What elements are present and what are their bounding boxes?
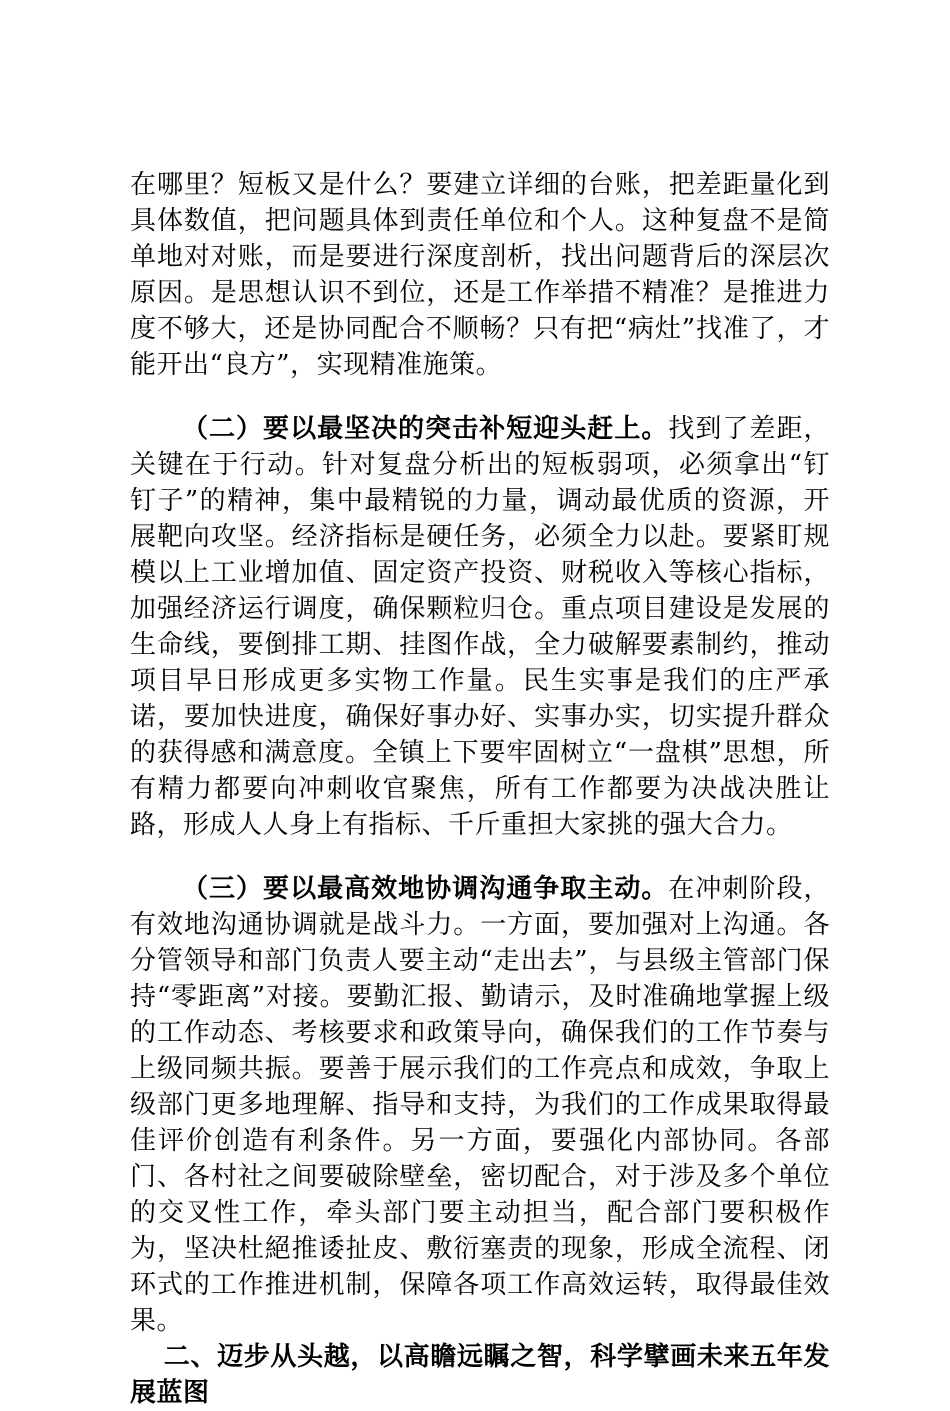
paragraph-section-2 — [130, 411, 830, 843]
section-heading-2: 二、迈步从头越，以高瞻远瞩之智，科学擘画未来五年发展蓝图 — [130, 1342, 830, 1408]
paragraph-continuation: 在哪里？短板又是什么？要建立详细的台账，把差距量化到具体数值，把问题具体到责任单位和个人。这种复盘不是简单地对对账，而是要进行深度剖析，找出问题背后的深层次原因。是思想认识不到位，还是工作举措不精准？是推进力度不够大，还是协同配合不顺畅？只有把“病灶”找准了，才能开出“良方”，实现精准施策。 — [130, 170, 830, 380]
section-3-lead: （三）要以最高效地协调沟通争取主动。 — [182, 874, 669, 904]
document-page — [130, 167, 830, 1411]
paragraph-section-3 — [130, 871, 830, 1339]
section-2-body: 找到了差距，关键在于行动。针对复盘分析出的短板弱项，必须拿出“钉钉子”的精神，集中最精锐的力量，调动最优质的资源，开展靶向攻坚。经济指标是硬任务，必须全力以赴。要紧盯规模以上工业增加值、固定资产投资、财税收入等核心指标，加强经济运行调度，确保颗粒归仓。重点项目建设是发展的生命线，要倒排工期、挂图作战，全力破解要素制约，推动项目早日形成更多实物工作量。民生实事是我们的庄严承诺，要加快进度，确保好事办好、实事办实，切实提升群众的获得感和满意度。全镇上下要牢固树立“一盘棋”思想，所有精力都要向冲刺收官聚焦，所有工作都要为决战决胜让路，形成人人身上有指标、千斤重担大家挑的强大合力。 — [130, 414, 830, 840]
section-3-body: 在冲刺阶段，有效地沟通协调就是战斗力。一方面，要加强对上沟通。各分管领导和部门负责人要主动“走出去”，与县级主管部门保持“零距离”对接。要勤汇报、勤请示，及时准确地掌握上级的工作动态、考核要求和政策导向，确保我们的工作节奏与上级同频共振。要善于展示我们的工作亮点和成效，争取上级部门更多地理解、指导和支持，为我们的工作成果取得最佳评价创造有利条件。另一方面，要强化内部协同。各部门、各村社之间要破除壁垒，密切配合，对于涉及多个单位的交叉性工作，牵头部门要主动担当，配合部门要积极作为，坚决杜絕推诿扯皮、敷衍塞责的现象，形成全流程、闭环式的工作推进机制，保障各项工作高效运转，取得最佳效果。 — [130, 874, 830, 1336]
section-2-lead: （二）要以最坚决的突击补短迎头赶上。 — [182, 414, 669, 444]
